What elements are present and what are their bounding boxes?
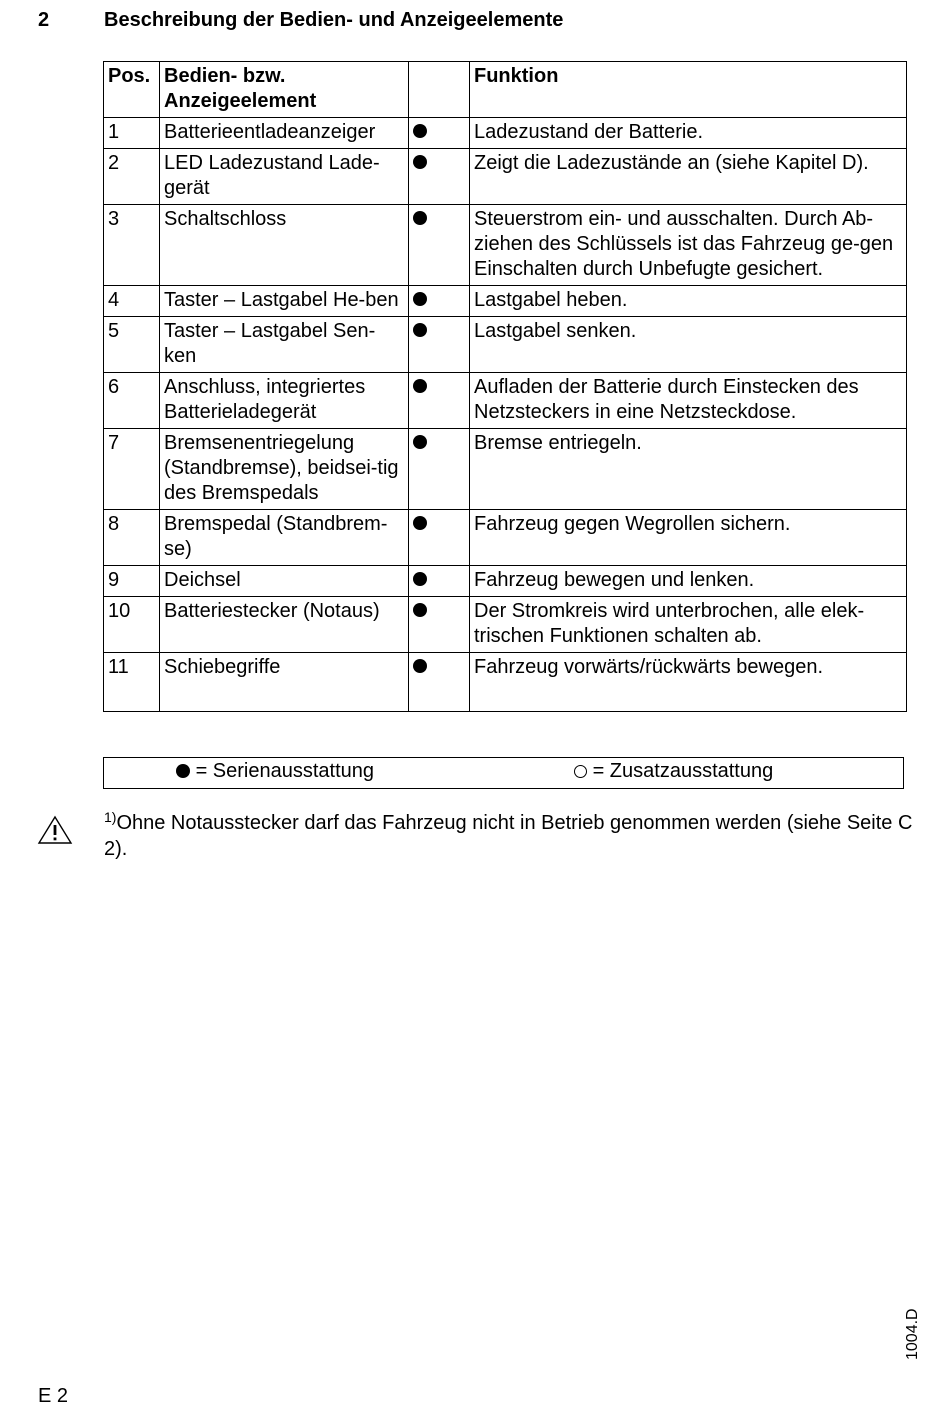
row-equipment-mark: [409, 317, 470, 373]
footnote: [104, 810, 914, 862]
row-pos: 7: [104, 429, 160, 510]
row-equipment-mark: [409, 373, 470, 429]
row-equipment-mark: [409, 653, 470, 712]
row-pos: 11: [104, 653, 160, 712]
legend-box: [103, 757, 904, 789]
filled-circle-icon: [413, 435, 427, 449]
filled-circle-icon: [413, 603, 427, 617]
row-equipment-mark: [409, 597, 470, 653]
filled-circle-icon: [413, 516, 427, 530]
table-row: [104, 653, 907, 712]
row-pos: 4: [104, 286, 160, 317]
row-element: Bremspedal (Standbrem-se): [160, 510, 409, 566]
row-element: Taster – Lastgabel Sen-ken: [160, 317, 409, 373]
row-equipment-mark: [409, 149, 470, 205]
legend-standard: [176, 759, 374, 784]
row-equipment-mark: [409, 118, 470, 149]
row-element: Taster – Lastgabel He-ben: [160, 286, 409, 317]
row-pos: 8: [104, 510, 160, 566]
table-row: [104, 286, 907, 317]
header-pos: Pos.: [104, 62, 160, 118]
row-pos: 6: [104, 373, 160, 429]
row-element: Schiebegriffe: [160, 653, 409, 712]
row-equipment-mark: [409, 510, 470, 566]
row-function: Fahrzeug bewegen und lenken.: [470, 566, 907, 597]
row-equipment-mark: [409, 429, 470, 510]
filled-circle-icon: [176, 764, 190, 778]
page-number: E 2: [38, 1385, 69, 1407]
document-code: 1004.D: [904, 1308, 921, 1360]
table-row: [104, 373, 907, 429]
legend-standard-label: = Serienausstattung: [195, 760, 375, 782]
filled-circle-icon: [413, 659, 427, 673]
row-element: Anschluss, integriertes Batterieladegerät: [160, 373, 409, 429]
row-function: Steuerstrom ein- und ausschalten. Durch Ab-ziehen des Schlüssels ist das Fahrzeug ge-gen Einschalten durch Unbefugte gesichert.: [470, 205, 907, 286]
filled-circle-icon: [413, 124, 427, 138]
open-circle-icon: [574, 765, 587, 778]
table-header-row: [104, 62, 907, 118]
filled-circle-icon: [413, 572, 427, 586]
row-pos: 2: [104, 149, 160, 205]
row-function: Bremse entriegeln.: [470, 429, 907, 510]
header-element: Bedien- bzw. Anzeigeelement: [160, 62, 409, 118]
section-title: Beschreibung der Bedien- und Anzeigeelemente: [104, 9, 564, 31]
table-body: [104, 118, 907, 712]
row-pos: 1: [104, 118, 160, 149]
row-element: Schaltschloss: [160, 205, 409, 286]
table-row: [104, 566, 907, 597]
row-function: Fahrzeug gegen Wegrollen sichern.: [470, 510, 907, 566]
legend-optional-label: = Zusatzausstattung: [592, 760, 774, 782]
table-row: [104, 149, 907, 205]
filled-circle-icon: [413, 323, 427, 337]
row-pos: 5: [104, 317, 160, 373]
controls-table: [103, 61, 907, 712]
row-element: Bremsenentriegelung (Standbremse), beidsei-tig des Bremspedals: [160, 429, 409, 510]
row-element: Batterieentladeanzeiger: [160, 118, 409, 149]
row-function: Ladezustand der Batterie.: [470, 118, 907, 149]
warning-triangle-icon: [37, 815, 73, 845]
row-function: Zeigt die Ladezustände an (siehe Kapitel D).: [470, 149, 907, 205]
row-pos: 3: [104, 205, 160, 286]
row-pos: 10: [104, 597, 160, 653]
row-function: Der Stromkreis wird unterbrochen, alle elek-trischen Funktionen schalten ab.: [470, 597, 907, 653]
row-function: Lastgabel heben.: [470, 286, 907, 317]
header-mark: [409, 62, 470, 118]
filled-circle-icon: [413, 211, 427, 225]
row-function: Lastgabel senken.: [470, 317, 907, 373]
section-number: 2: [38, 9, 50, 31]
row-element: Deichsel: [160, 566, 409, 597]
row-equipment-mark: [409, 205, 470, 286]
table-row: [104, 317, 907, 373]
row-function: Fahrzeug vorwärts/rückwärts bewegen.: [470, 653, 907, 712]
row-function: Aufladen der Batterie durch Einstecken des Netzsteckers in eine Netzsteckdose.: [470, 373, 907, 429]
filled-circle-icon: [413, 379, 427, 393]
footnote-text: Ohne Notausstecker darf das Fahrzeug nicht in Betrieb genommen werden (siehe Seite C 2).: [104, 812, 913, 860]
filled-circle-icon: [413, 155, 427, 169]
table-row: [104, 597, 907, 653]
row-element: Batteriestecker (Notaus): [160, 597, 409, 653]
table-row: [104, 510, 907, 566]
table-row: [104, 429, 907, 510]
table-row: [104, 118, 907, 149]
footnote-marker: 1): [104, 809, 117, 825]
header-function: Funktion: [470, 62, 907, 118]
row-pos: 9: [104, 566, 160, 597]
row-equipment-mark: [409, 286, 470, 317]
filled-circle-icon: [413, 292, 427, 306]
row-equipment-mark: [409, 566, 470, 597]
table-row: [104, 205, 907, 286]
row-element: LED Ladezustand Lade-gerät: [160, 149, 409, 205]
legend-optional: [574, 759, 773, 784]
